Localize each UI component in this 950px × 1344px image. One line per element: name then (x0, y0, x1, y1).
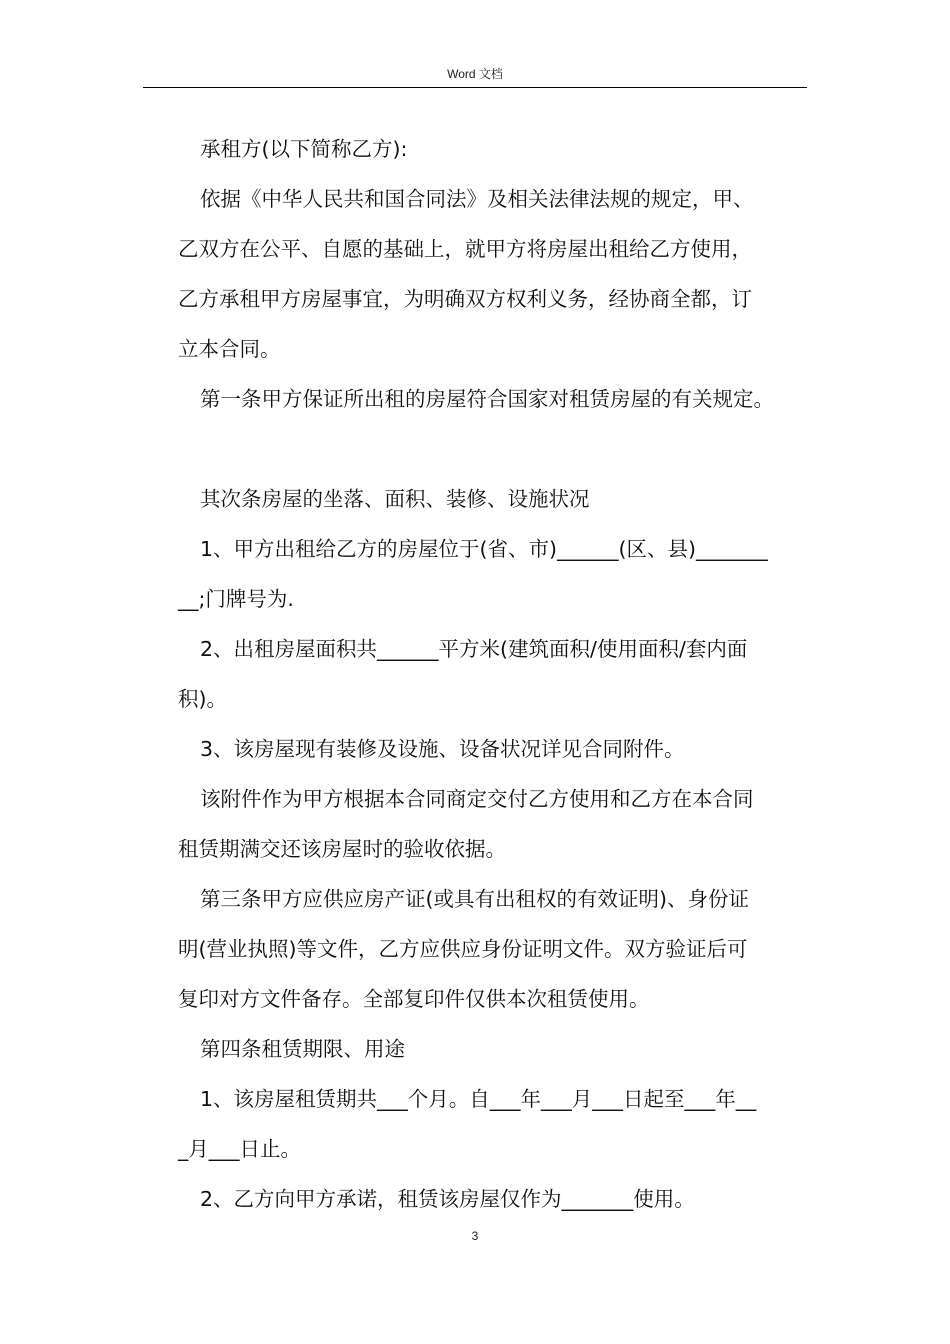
text-line: 第一条甲方保证所出租的房屋符合国家对租赁房屋的有关规定。 (200, 387, 774, 411)
text-line: 明(营业执照)等文件，乙方应供应身份证明文件。双方验证后可 (178, 937, 748, 961)
header-divider (143, 87, 807, 88)
page-number: 3 (471, 1229, 479, 1243)
text-line: 1、该房屋租赁期共___个月。自___年___月___日起至___年__ (200, 1087, 757, 1111)
page-header: Word 文档 (447, 67, 503, 81)
text-line: _月___日止。 (178, 1137, 301, 1161)
document-body (178, 134, 818, 1234)
text-line: __;门牌号为. (178, 587, 294, 611)
text-line: 承租方(以下简称乙方): (200, 137, 408, 161)
text-line: 第四条租赁期限、用途 (200, 1037, 405, 1061)
text-line: 乙双方在公平、自愿的基础上，就甲方将房屋出租给乙方使用， (178, 237, 752, 261)
text-line: 3、该房屋现有装修及设施、设备状况详见合同附件。 (200, 737, 685, 761)
text-line: 复印对方文件备存。全部复印件仅供本次租赁使用。 (178, 987, 650, 1011)
text-line: 乙方承租甲方房屋事宜，为明确双方权利义务，经协商全都，订 (178, 287, 752, 311)
text-line: 该附件作为甲方根据本合同商定交付乙方使用和乙方在本合同 (200, 787, 754, 811)
text-line: 依据《中华人民共和国合同法》及相关法律法规的规定，甲、 (200, 187, 754, 211)
text-line: 第三条甲方应供应房产证(或具有出租权的有效证明)、身份证 (200, 887, 749, 911)
text-line: 1、甲方出租给乙方的房屋位于(省、市)______(区、县)_______ (200, 537, 768, 561)
text-line: 2、出租房屋面积共______平方米(建筑面积/使用面积/套内面 (200, 637, 748, 661)
text-line: 其次条房屋的坐落、面积、装修、设施状况 (200, 487, 590, 511)
text-line: 立本合同。 (178, 337, 281, 361)
text-line: 2、乙方向甲方承诺，租赁该房屋仅作为_______使用。 (200, 1187, 695, 1211)
text-line: 积)。 (178, 687, 227, 711)
text-line: 租赁期满交还该房屋时的验收依据。 (178, 837, 506, 861)
